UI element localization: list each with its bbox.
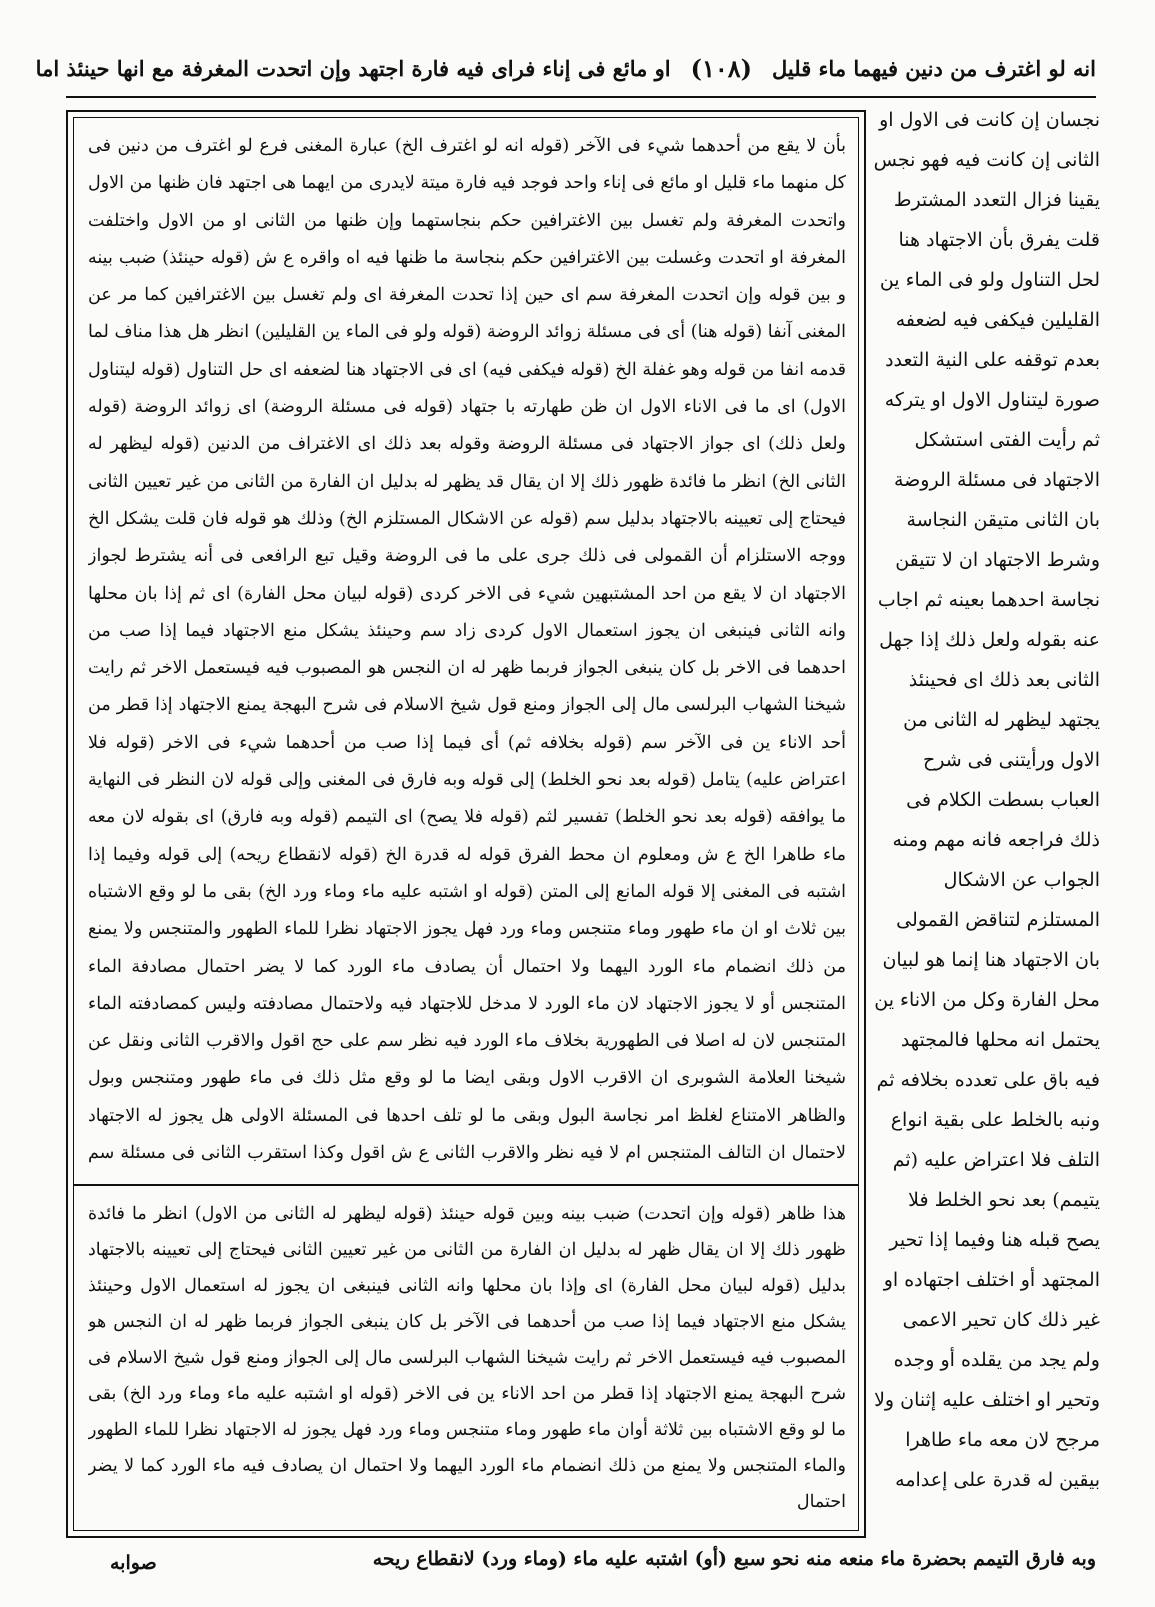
- page-header: [35, 48, 1096, 88]
- header-right-text: انه لو اغترف من دنين فيهما ماء قليل: [772, 55, 1096, 81]
- section-divider: [74, 1184, 858, 1186]
- page-number: (١٠٨): [690, 53, 753, 83]
- commentary-frame: [66, 110, 866, 1538]
- main-commentary-text: بأن لا يقع من أحدهما شيء فى الآخر (قوله انه لو اغترف الخ) عبارة المغنى فرع لو اغترف من دنين فى كل منهما ماء قليل او مائع فى إناء واحد فوجد فيه فارة ميتة لايدرى من ايهما هى اجتهد فان ظنها من الاول واتحدت المغرفة ولم تغسل بين الاغترافين حكم بنجاستهما وإن ظنها من الثانى او من الاول واختلفت المغرفة او اتحدت وغسلت بين الاغترافين حكم بنجاسة ما ظنها فيه اه واقره ع ش (قوله حينئذ) ضبب بينه و بين قوله وإن اتحدت المغرفة سم اى حين إذا تحدت المغرفة اى ولم تغسل بين الاغترافين كما مر عن المغنى آنفا (قوله هنا) أى فى مسئلة زوائد الروضة (قوله ولو فى الماء ين القليلين) انظر هل هذا مناف لما قدمه انفا من قوله وهو غفلة الخ (قوله فيكفى فيه) اى فى الاجتهاد هنا لضعفه اى حل التناول (قوله ليتناول الاول) اى ما فى الاناء الاول ان ظن طهارته با جتهاد (قوله فى مسئلة الروضة) اى زوائد الروضة (قوله ولعل ذلك) اى جواز الاجتهاد فى مسئلة الروضة وقوله بعد ذلك اى الاغتراف من الدنين (قوله ليظهر له الثانى الخ) انظر ما فائدة ظهور ذلك إلا ان يقال قد يظهر له بدليل ان الفارة من الثانى من غير تعيين الثانى فيحتاج إلى تعيينه بالاجتهاد بدليل سم (قوله عن الاشكال المستلزم الخ) وذلك هو قوله فان قلت يشكل الخ ووجه الاستلزام أن القمولى فى ذلك جرى على ما فى الروضة وقيل تبع الرافعى فى أنه يشترط لجواز الاجتهاد ان لا يقع من احد المشتبهين شيء فى الاخر كردى (قوله لبيان محل الفارة) اى ثم إذا بان محلها وانه الثانى فينبغى ان يجوز استعمال الاول كردى زاد سم وحينئذ يشكل منع الاجتهاد فيما إذا صب من احدهما فى الاخر بل كان ينبغى الجواز فربما ظهر له ان النجس هو المصبوب فيه فيستعمل الاخر ثم رايت شيخنا الشهاب البرلسى مال إلى الجواز ومنع قول شيخ الاسلام فى شرح البهجة يمنع الاجتهاد إذا قطر من أحد الاناء ين فى الآخر سم (قوله بخلافه ثم) أى فيما إذا صب من أحدهما شيء فى الاخر (قوله فلا اعتراض عليه) يتامل (قوله بعد نحو الخلط) إلى قوله وبه فارق فى المغنى وإلى قوله لان النظر فى النهاية ما يوافقه (قوله بعد نحو الخلط) تفسير لثم (قوله فلا يصح) اى التيمم (قوله وبه فارق) اى بقوله لان معه ماء طاهرا الخ ع ش ومعلوم ان محط الفرق قوله له قدرة الخ (قوله لانقطاع ريحه) إلى قوله وفيما إذا اشتبه فى المغنى إلا قوله المانع إلى المتن (قوله او اشتبه عليه ماء وماء ورد الخ) بقى ما لو وقع الاشتباه بين ثلاث او ان ماء طهور وماء متنجس وماء ورد فهل يجوز الاجتهاد نظرا للماء الطهور والمتنجس ولا يمنع من ذلك انضمام ماء الورد اليهما ولا احتمال أن يصادف ماء الورد كما لا يضر احتمال مصادفة الماء المتنجس أو لا يجوز الاجتهاد لان ماء الورد لا مدخل للاجتهاد فيه ولاحتمال مصادفته وليس كمصادفته الماء المتنجس لان له اصلا فى الطهورية بخلاف ماء الورد فيه نظر سم على حج اقول والاقرب الثانى ونقل عن شيخنا العلامة الشوبرى ان الاقرب الاول وبقى ايضا ما لو وقع مثل ذلك فى ماء طهور ومتنجس وبول والظاهر الامتناع لغلظ امر نجاسة البول وبقى ما لو تلف احدها فى المسئلة الاولى هل يجوز له الاجتهاد لاحتمال ان التالف المتنجس ام لا فيه نظر والاقرب الثانى ع ش اقول وكذا استقرب الثانى فى مسئلة سم: [88, 136, 846, 1164]
- header-left-text: او مائع فى إناء فراى فيه فارة اجتهد وإن اتحدت المغرفة مع انها حينئذ اما: [35, 55, 671, 81]
- footer-matn-line: وبه فارق التيمم بحضرة ماء منعه منه نحو سبع (أو) اشتبه عليه ماء (وماء ورد) لانقطاع ريحه: [372, 1548, 1096, 1570]
- catchword: صوابه: [110, 1552, 157, 1574]
- commentary-frame-inner: [73, 117, 859, 1531]
- margin-matn-text: نجسان إن كانت فى الاول او الثانى إن كانت فيه فهو نجس يقينا فزال التعدد المشترط قلت يفرق بأن الاجتهاد هنا لحل التناول ولو فى الماء ين القليلين فيكفى فيه لضعفه بعدم توقفه على النية التعدد صورة ليتناول الاول او يتركه ثم رأيت الفتى استشكل الاجتهاد فى مسئلة الروضة بان الثانى متيقن النجاسة وشرط الاجتهاد ان لا تتيقن نجاسة احدهما بعينه ثم اجاب عنه بقوله ولعل ذلك إذا جهل الثانى بعد ذلك اى فحينئذ يجتهد ليظهر له الثانى من الاول ورأيتنى فى شرح العباب بسطت الكلام فى ذلك فراجعه فانه مهم ومنه الجواب عن الاشكال المستلزم لتناقض القمولى بان الاجتهاد هنا إنما هو لبيان محل الفارة وكل من الاناء ين يحتمل انه محلها فالمجتهد فيه باق على تعدده بخلافه ثم ونبه بالخلط على بقية انواع التلف فلا اعتراض عليه (ثم يتيمم) بعد نحو الخلط فلا يصح قبله هنا وفيما إذا تحير المجتهد أو اختلف اجتهاده او غير ذلك كان تحير الاعمى ولم يجد من يقلده أو وجده وتحير او اختلف عليه إثنان ولا مرجح لان معه ماء طاهرا بيقين له قدرة على إعدامه: [873, 109, 1100, 1491]
- header-rule: [66, 96, 1096, 98]
- lower-commentary-text: هذا ظاهر (قوله وإن اتحدت) ضبب بينه وبين قوله حينئذ (قوله ليظهر له الثانى من الاول) انظر ما فائدة ظهور ذلك إلا ان يقال ظهر له بدليل ان الفارة من الثانى من غير تعيين الثانى فيحتاج إلى تعيينه بالاجتهاد بدليل (قوله لبيان محل الفارة) اى وإذا بان محلها وانه الثانى فينبغى ان يجوز له استعمال الاول وحينئذ يشكل منع الاجتهاد فيما إذا صب من أحدهما فى الآخر بل كان ينبغى الجواز فربما ظهر له ان النجس هو المصبوب فيه فيستعمل الاخر ثم رايت شيخنا الشهاب البرلسى مال إلى الجواز ومنع قول شيخ الاسلام فى شرح البهجة يمنع الاجتهاد إذا قطر من احد الاناء ين فى الاخر (قوله او اشتبه عليه ماء وماء ورد الخ) بقى ما لو وقع الاشتباه بين ثلاثة أوان ماء طهور وماء متنجس وماء ورد فهل يجوز له الاجتهاد نظرا للماء الطهور والماء المتنجس ولا يمنع من ذلك انضمام ماء الورد اليهما ولا احتمال ان يصادف فيه ماء الورد كما لا يضر احتمال: [88, 1204, 846, 1512]
